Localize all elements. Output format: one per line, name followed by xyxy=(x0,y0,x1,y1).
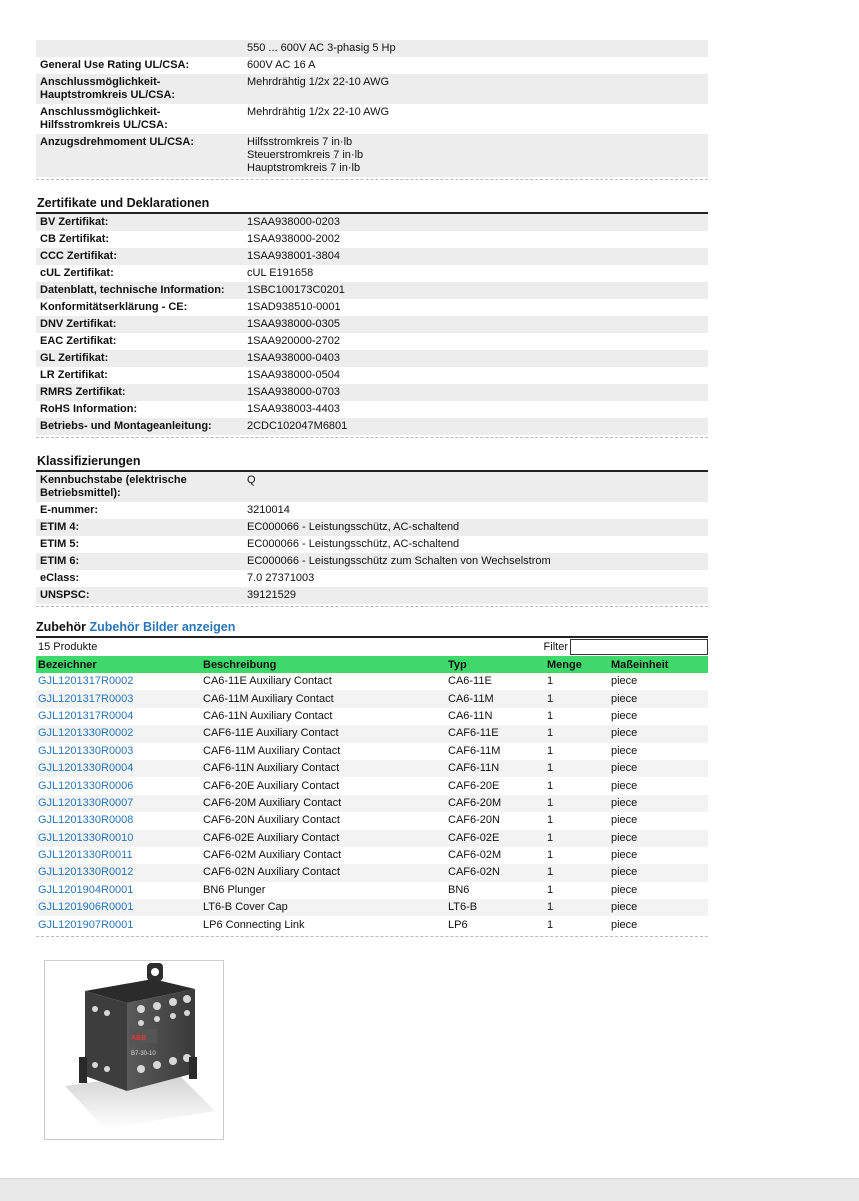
spec-key: Betriebs- und Montageanleitung: xyxy=(40,420,212,432)
col-beschreibung-header[interactable]: Beschreibung xyxy=(201,656,446,673)
product-id-link[interactable]: GJL1201330R0002 xyxy=(36,725,201,742)
col-masseinheit-cell: piece xyxy=(611,709,638,722)
spec-key: BV Zertifikat: xyxy=(40,216,109,228)
product-count: 15 Produkte xyxy=(38,641,98,653)
col-beschreibung-cell: CA6-11N Auxiliary Contact xyxy=(203,709,333,722)
spec-row xyxy=(36,104,708,134)
spec-value: Mehrdrähtig 1/2x 22-10 AWG xyxy=(247,76,390,88)
col-typ-cell: CAF6-20M xyxy=(446,795,545,812)
spec-row xyxy=(36,367,708,384)
spec-value: EC000066 - Leistungsschütz, AC-schaltend xyxy=(247,521,460,533)
product-id-link[interactable]: GJL1201317R0003 xyxy=(36,690,201,707)
spec-row xyxy=(36,214,708,231)
col-beschreibung-cell: CAF6-02N Auxiliary Contact xyxy=(201,864,446,881)
col-masseinheit-cell: piece xyxy=(609,899,708,916)
col-typ-cell: CA6-11M xyxy=(446,690,545,707)
product-id-link[interactable]: GJL1201330R0008 xyxy=(38,814,134,827)
spec-key: Anschlussmöglichkeit- Hauptstromkreis UL/CSA: xyxy=(40,76,176,101)
certificates-list xyxy=(36,214,708,435)
spec-value: 1SAA938000-0504 xyxy=(247,369,340,381)
spec-key: Kennbuchstabe (elektrische Betriebsmittel): xyxy=(40,474,187,499)
col-beschreibung-cell: CAF6-20M Auxiliary Contact xyxy=(201,795,446,812)
accessories-title-text: Zubehör xyxy=(36,620,86,634)
spec-key: eClass: xyxy=(40,572,80,584)
col-menge-cell: 1 xyxy=(547,744,554,757)
product-image xyxy=(44,960,224,1140)
spec-value: Q xyxy=(247,474,256,486)
spec-key: CB Zertifikat: xyxy=(40,233,110,245)
col-masseinheit-header[interactable]: Maßeinheit xyxy=(609,656,708,673)
table-row xyxy=(36,743,708,760)
spec-value: Mehrdrähtig 1/2x 22-10 AWG xyxy=(247,106,390,118)
col-menge-cell: 1 xyxy=(547,675,554,688)
col-typ-cell: CAF6-11E xyxy=(446,725,545,742)
section-divider xyxy=(36,437,708,438)
spec-value: 1SAA938000-0203 xyxy=(247,216,340,228)
col-beschreibung-cell: CAF6-11N Auxiliary Contact xyxy=(201,760,446,777)
spec-value: EC000066 - Leistungsschütz, AC-schaltend xyxy=(247,538,460,550)
table-row xyxy=(36,795,708,812)
col-menge-cell: 1 xyxy=(545,795,609,812)
col-beschreibung-cell: CA6-11M Auxiliary Contact xyxy=(201,690,446,707)
table-row xyxy=(36,725,708,742)
col-masseinheit-cell: piece xyxy=(611,883,638,896)
spec-key: RMRS Zertifikat: xyxy=(40,386,126,398)
certificates-title: Zertifikate und Deklarationen xyxy=(36,195,708,214)
col-masseinheit-cell: piece xyxy=(609,690,708,707)
accessories-meta xyxy=(36,638,708,656)
spec-value: 1SAA938003-4403 xyxy=(247,403,340,415)
product-id-link[interactable]: GJL1201904R0001 xyxy=(38,883,134,896)
spec-key: CCC Zertifikat: xyxy=(40,250,118,262)
col-beschreibung-cell: CAF6-02M Auxiliary Contact xyxy=(203,849,342,862)
product-brand-label: ABB xyxy=(131,1035,147,1042)
filter-input[interactable] xyxy=(570,639,708,655)
spec-value: 1SAA938000-0403 xyxy=(247,352,340,364)
spec-row xyxy=(36,570,708,587)
col-beschreibung-cell: CAF6-11E Auxiliary Contact xyxy=(201,725,446,742)
product-id-link[interactable]: GJL1201330R0011 xyxy=(38,849,133,862)
col-menge-cell: 1 xyxy=(545,899,609,916)
spec-key: Anzugsdrehmoment UL/CSA: xyxy=(40,136,194,148)
table-row xyxy=(36,760,708,777)
col-beschreibung-cell: CAF6-02E Auxiliary Contact xyxy=(201,830,446,847)
col-typ-cell: LT6-B xyxy=(446,899,545,916)
table-row xyxy=(36,690,708,707)
spec-key: RoHS Information: xyxy=(40,403,138,415)
col-masseinheit-cell: piece xyxy=(609,864,708,881)
accessories-header-row xyxy=(36,656,708,673)
col-typ-cell: CAF6-20N xyxy=(448,814,500,827)
spec-value: 3210014 xyxy=(247,504,290,516)
spec-key: DNV Zertifikat: xyxy=(40,318,117,330)
spec-row xyxy=(36,519,708,536)
spec-row xyxy=(36,299,708,316)
col-beschreibung-cell: CA6-11E Auxiliary Contact xyxy=(203,675,332,688)
product-id-link[interactable]: GJL1201317R0004 xyxy=(38,709,134,722)
product-id-link[interactable]: GJL1201330R0006 xyxy=(38,779,134,792)
spec-value: 1SAD938510-0001 xyxy=(247,301,341,313)
spec-value: EC000066 - Leistungsschütz zum Schalten von Wechselstrom xyxy=(247,555,551,567)
spec-row xyxy=(36,350,708,367)
col-menge-cell: 1 xyxy=(547,814,554,827)
col-typ-cell: BN6 xyxy=(448,883,470,896)
spec-row xyxy=(36,57,708,74)
classification-title: Klassifizierungen xyxy=(36,453,708,472)
col-masseinheit-cell: piece xyxy=(611,744,638,757)
product-id-link[interactable]: GJL1201330R0003 xyxy=(38,744,134,757)
filter-label: Filter xyxy=(543,641,568,653)
spec-value: 550 ... 600V AC 3-phasig 5 Hp xyxy=(247,42,396,54)
spec-value: cUL E191658 xyxy=(247,267,314,279)
col-beschreibung-cell: BN6 Plunger xyxy=(203,883,266,896)
show-accessory-images-link[interactable]: Zubehör Bilder anzeigen xyxy=(89,620,236,634)
spec-row xyxy=(36,248,708,265)
spec-row xyxy=(36,553,708,570)
spec-value: 1SAA920000-2702 xyxy=(247,335,340,347)
col-masseinheit-cell: piece xyxy=(611,849,638,862)
classification-list xyxy=(36,472,708,604)
col-typ-cell: CA6-11N xyxy=(448,709,493,722)
col-masseinheit-cell: piece xyxy=(609,795,708,812)
col-bezeichner-header[interactable]: Bezeichner xyxy=(36,656,201,673)
product-id-link[interactable]: GJL1201330R0004 xyxy=(36,760,201,777)
section-divider xyxy=(36,606,708,607)
spec-value: 39121529 xyxy=(247,589,296,601)
spec-key: ETIM 4: xyxy=(40,521,80,533)
table-row xyxy=(36,847,708,864)
col-typ-header[interactable]: Typ xyxy=(446,656,545,673)
col-menge-cell: 1 xyxy=(547,883,554,896)
document-content xyxy=(36,40,708,937)
spec-key: E-nummer: xyxy=(40,504,99,516)
spec-row xyxy=(36,316,708,333)
table-row xyxy=(36,882,708,899)
col-beschreibung-cell: LP6 Connecting Link xyxy=(203,918,305,931)
col-masseinheit-cell: piece xyxy=(611,814,638,827)
spec-key: GL Zertifikat: xyxy=(40,352,109,364)
col-menge-cell: 1 xyxy=(545,725,609,742)
spec-value: 1SAA938001-3804 xyxy=(247,250,340,262)
spec-row xyxy=(36,502,708,519)
spec-row xyxy=(36,401,708,418)
spec-key: cUL Zertifikat: xyxy=(40,267,114,279)
col-masseinheit-cell: piece xyxy=(609,725,708,742)
col-beschreibung-cell: LT6-B Cover Cap xyxy=(201,899,446,916)
col-beschreibung-cell: CAF6-20E Auxiliary Contact xyxy=(203,779,340,792)
table-row xyxy=(36,830,708,847)
col-typ-cell: CAF6-11M xyxy=(448,744,501,757)
product-id-link[interactable]: GJL1201907R0001 xyxy=(38,918,134,931)
product-id-link[interactable]: GJL1201330R0010 xyxy=(36,830,201,847)
spec-value: Hilfsstromkreis 7 in·lb Steuerstromkreis 7 in·lb Hauptstromkreis 7 in·lb xyxy=(247,136,364,174)
spec-value: 1SAA938000-2002 xyxy=(247,233,340,245)
spec-row xyxy=(36,384,708,401)
spec-key: ETIM 5: xyxy=(40,538,80,550)
contactor-product-icon xyxy=(45,961,223,1139)
col-menge-cell: 1 xyxy=(547,849,554,862)
col-typ-cell: LP6 xyxy=(448,918,468,931)
spec-row xyxy=(36,333,708,350)
spec-row xyxy=(36,587,708,604)
table-row xyxy=(36,673,708,690)
spec-key: Anschlussmöglichkeit- Hilfsstromkreis UL/CSA: xyxy=(40,106,168,131)
col-masseinheit-cell: piece xyxy=(611,779,638,792)
spec-row xyxy=(36,472,708,502)
spec-row xyxy=(36,231,708,248)
filter-group xyxy=(544,639,708,655)
product-model-label: B7-30-10 xyxy=(131,1051,156,1057)
accessories-body xyxy=(36,673,708,934)
col-masseinheit-cell: piece xyxy=(609,760,708,777)
spec-key: EAC Zertifikat: xyxy=(40,335,117,347)
spec-key: UNSPSC: xyxy=(40,589,90,601)
col-menge-cell: 1 xyxy=(547,709,554,722)
col-typ-cell: CA6-11E xyxy=(448,675,492,688)
spec-value: 600V AC 16 A xyxy=(247,59,316,71)
product-id-link[interactable]: GJL1201906R0001 xyxy=(36,899,201,916)
col-typ-cell: CAF6-11N xyxy=(446,760,545,777)
section-divider xyxy=(36,179,708,180)
table-row xyxy=(36,777,708,794)
spec-key: Datenblatt, technische Information: xyxy=(40,284,225,296)
col-masseinheit-cell: piece xyxy=(611,918,638,931)
table-row xyxy=(36,864,708,881)
spec-row xyxy=(36,536,708,553)
viewer-bottom-bar xyxy=(0,1178,859,1201)
col-typ-cell: CAF6-02N xyxy=(446,864,545,881)
ul-csa-section xyxy=(36,40,708,177)
col-masseinheit-cell: piece xyxy=(609,830,708,847)
spec-row xyxy=(36,282,708,299)
col-typ-cell: CAF6-02E xyxy=(446,830,545,847)
col-menge-header[interactable]: Menge xyxy=(545,656,609,673)
col-typ-cell: CAF6-02M xyxy=(448,849,502,862)
accessories-table xyxy=(36,656,708,934)
spec-value: 7.0 27371003 xyxy=(247,572,315,584)
spec-value: 1SAA938000-0703 xyxy=(247,386,340,398)
col-menge-cell: 1 xyxy=(545,864,609,881)
col-menge-cell: 1 xyxy=(547,918,554,931)
col-menge-cell: 1 xyxy=(545,760,609,777)
col-masseinheit-cell: piece xyxy=(611,675,638,688)
spec-row xyxy=(36,134,708,177)
spec-key xyxy=(40,42,247,55)
spec-key: ETIM 6: xyxy=(40,555,80,567)
table-row xyxy=(36,899,708,916)
table-row xyxy=(36,916,708,933)
section-divider xyxy=(36,936,708,937)
product-id-link[interactable]: GJL1201330R0012 xyxy=(36,864,201,881)
spec-key: LR Zertifikat: xyxy=(40,369,108,381)
spec-row xyxy=(36,418,708,435)
product-id-link[interactable]: GJL1201330R0007 xyxy=(36,795,201,812)
accessories-title xyxy=(36,619,708,635)
spec-row xyxy=(36,265,708,282)
col-menge-cell: 1 xyxy=(545,830,609,847)
spec-value: 1SAA938000-0305 xyxy=(247,318,340,330)
spec-key: Konformitätserklärung - CE: xyxy=(40,301,188,313)
table-row xyxy=(36,812,708,829)
col-menge-cell: 1 xyxy=(547,779,554,792)
spec-key: General Use Rating UL/CSA: xyxy=(40,59,190,71)
col-beschreibung-cell: CAF6-20N Auxiliary Contact xyxy=(203,814,340,827)
table-row xyxy=(36,708,708,725)
spec-row xyxy=(36,74,708,104)
spec-value: 1SBC100173C0201 xyxy=(247,284,345,296)
spec-value: 2CDC102047M6801 xyxy=(247,420,348,432)
col-beschreibung-cell: CAF6-11M Auxiliary Contact xyxy=(203,744,341,757)
spec-row xyxy=(36,40,708,57)
product-id-link[interactable]: GJL1201317R0002 xyxy=(38,675,134,688)
col-menge-cell: 1 xyxy=(545,690,609,707)
col-typ-cell: CAF6-20E xyxy=(448,779,500,792)
